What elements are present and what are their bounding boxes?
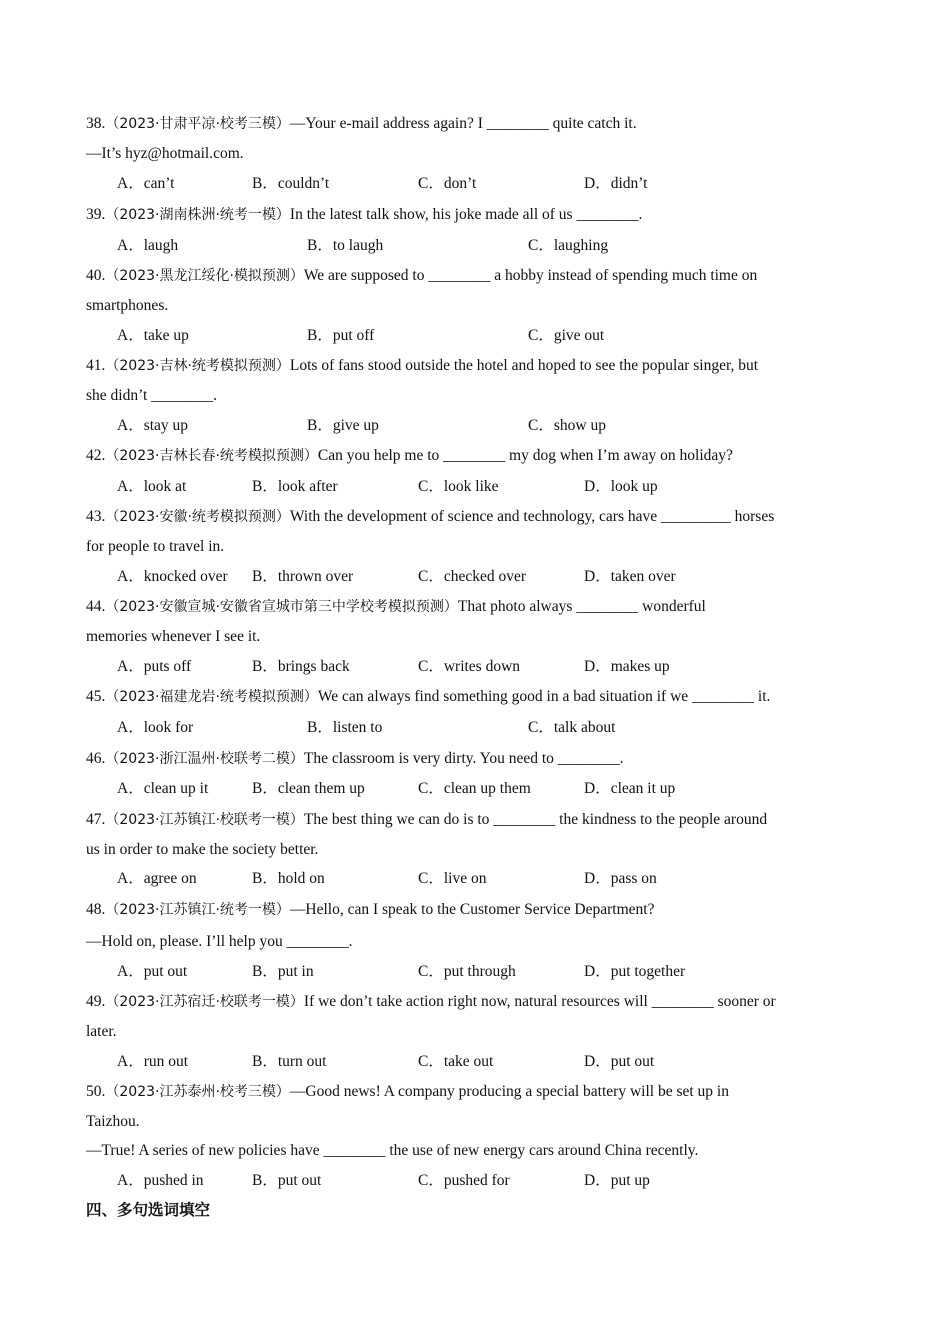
question-48-line-2: —Hold on, please. I’ll help you ________. [86,933,353,950]
question-41-option-a[interactable]: A．stay up [117,417,189,434]
question-44-option-c[interactable]: C．writes down [418,658,521,675]
question-48-option-b[interactable]: B．put in [252,963,314,980]
question-38-option-d[interactable]: D．didn’t [584,175,648,192]
question-50-option-b[interactable]: B．put out [252,1172,322,1189]
question-48-option-d[interactable]: D．put together [584,963,686,980]
question-43-option-b[interactable]: B．thrown over [252,568,354,585]
question-38-line-1: 38.（2023·甘肃平凉·校考三模）—Your e-mail address again? I ________ quite catch it. [86,115,637,132]
question-50-option-d[interactable]: D．put up [584,1172,650,1189]
question-47-line-1: 47.（2023·江苏镇江·校联考一模）The best thing we can do is to ________ the kindness to the people around [86,811,768,828]
question-41-line-1: 41.（2023·吉林·统考模拟预测）Lots of fans stood outside the hotel and hoped to see the popular singer, but [86,357,759,374]
question-40-line-2: smartphones. [86,297,169,314]
question-38-line-2: —It’s hyz@hotmail.com. [86,145,244,162]
question-47-option-a[interactable]: A．agree on [117,870,197,887]
question-45-option-b[interactable]: B．listen to [307,719,383,736]
question-40-line-1: 40.（2023·黑龙江绥化·模拟预测）We are supposed to ________ a hobby instead of spending much time on [86,267,758,284]
question-42-option-c[interactable]: C．look like [418,478,499,495]
question-43-option-d[interactable]: D．taken over [584,568,676,585]
question-45-line-1: 45.（2023·福建龙岩·统考模拟预测）We can always find something good in a bad situation if we ________ it. [86,688,771,705]
question-42-option-a[interactable]: A．look at [117,478,187,495]
question-47-option-d[interactable]: D．pass on [584,870,657,887]
question-49-line-1: 49.（2023·江苏宿迁·校联考一模）If we don’t take action right now, natural resources will ________ sooner or [86,993,776,1010]
question-38-option-b[interactable]: B．couldn’t [252,175,330,192]
question-44-option-d[interactable]: D．makes up [584,658,670,675]
question-49-option-a[interactable]: A．run out [117,1053,189,1070]
question-42-line-1: 42.（2023·吉林长春·统考模拟预测）Can you help me to ________ my dog when I’m away on holiday? [86,447,733,464]
question-48-line-1: 48.（2023·江苏镇江·统考一模）—Hello, can I speak to the Customer Service Department? [86,901,655,918]
question-43-option-c[interactable]: C．checked over [418,568,527,585]
question-42-option-d[interactable]: D．look up [584,478,658,495]
question-46-option-b[interactable]: B．clean them up [252,780,365,797]
question-40-option-c[interactable]: C．give out [528,327,605,344]
question-43-option-a[interactable]: A．knocked over [117,568,228,585]
question-41-option-b[interactable]: B．give up [307,417,379,434]
question-46-option-d[interactable]: D．clean it up [584,780,676,797]
question-49-option-b[interactable]: B．turn out [252,1053,327,1070]
question-49-line-2: later. [86,1023,117,1040]
question-50-option-a[interactable]: A．pushed in [117,1172,204,1189]
question-43-line-1: 43.（2023·安徽·统考模拟预测）With the development of science and technology, cars have _________ horses [86,508,775,525]
question-46-line-1: 46.（2023·浙江温州·校联考二模）The classroom is very dirty. You need to ________. [86,750,624,767]
question-42-option-b[interactable]: B．look after [252,478,338,495]
question-45-option-c[interactable]: C．talk about [528,719,616,736]
question-44-line-1: 44.（2023·安徽宣城·安徽省宣城市第三中学校考模拟预测）That photo always ________ wonderful [86,598,706,615]
question-46-option-a[interactable]: A．clean up it [117,780,209,797]
question-39-option-c[interactable]: C．laughing [528,237,609,254]
question-39-line-1: 39.（2023·湖南株洲·统考一模）In the latest talk show, his joke made all of us ________. [86,206,643,223]
section-heading: 四、多句选词填空 [86,1202,211,1219]
question-50-line-2: Taizhou. [86,1113,140,1130]
question-48-option-a[interactable]: A．put out [117,963,188,980]
question-45-option-a[interactable]: A．look for [117,719,194,736]
question-46-option-c[interactable]: C．clean up them [418,780,531,797]
question-39-option-b[interactable]: B．to laugh [307,237,384,254]
question-49-option-d[interactable]: D．put out [584,1053,655,1070]
question-41-option-c[interactable]: C．show up [528,417,606,434]
question-38-option-c[interactable]: C．don’t [418,175,477,192]
question-48-option-c[interactable]: C．put through [418,963,516,980]
question-41-line-2: she didn’t ________. [86,387,218,404]
question-43-line-2: for people to travel in. [86,538,225,555]
question-40-option-b[interactable]: B．put off [307,327,375,344]
question-44-option-b[interactable]: B．brings back [252,658,350,675]
question-47-option-b[interactable]: B．hold on [252,870,325,887]
question-47-option-c[interactable]: C．live on [418,870,487,887]
question-50-line-1: 50.（2023·江苏泰州·校考三模）—Good news! A company producing a special battery will be set up in [86,1083,729,1100]
question-47-line-2: us in order to make the society better. [86,841,319,858]
question-38-option-a[interactable]: A．can’t [117,175,175,192]
question-50-option-c[interactable]: C．pushed for [418,1172,510,1189]
question-50-line-3: —True! A series of new policies have ________ the use of new energy cars around China recently. [86,1142,699,1159]
question-40-option-a[interactable]: A．take up [117,327,189,344]
question-44-option-a[interactable]: A．puts off [117,658,192,675]
question-49-option-c[interactable]: C．take out [418,1053,494,1070]
question-44-line-2: memories whenever I see it. [86,628,261,645]
question-39-option-a[interactable]: A．laugh [117,237,179,254]
